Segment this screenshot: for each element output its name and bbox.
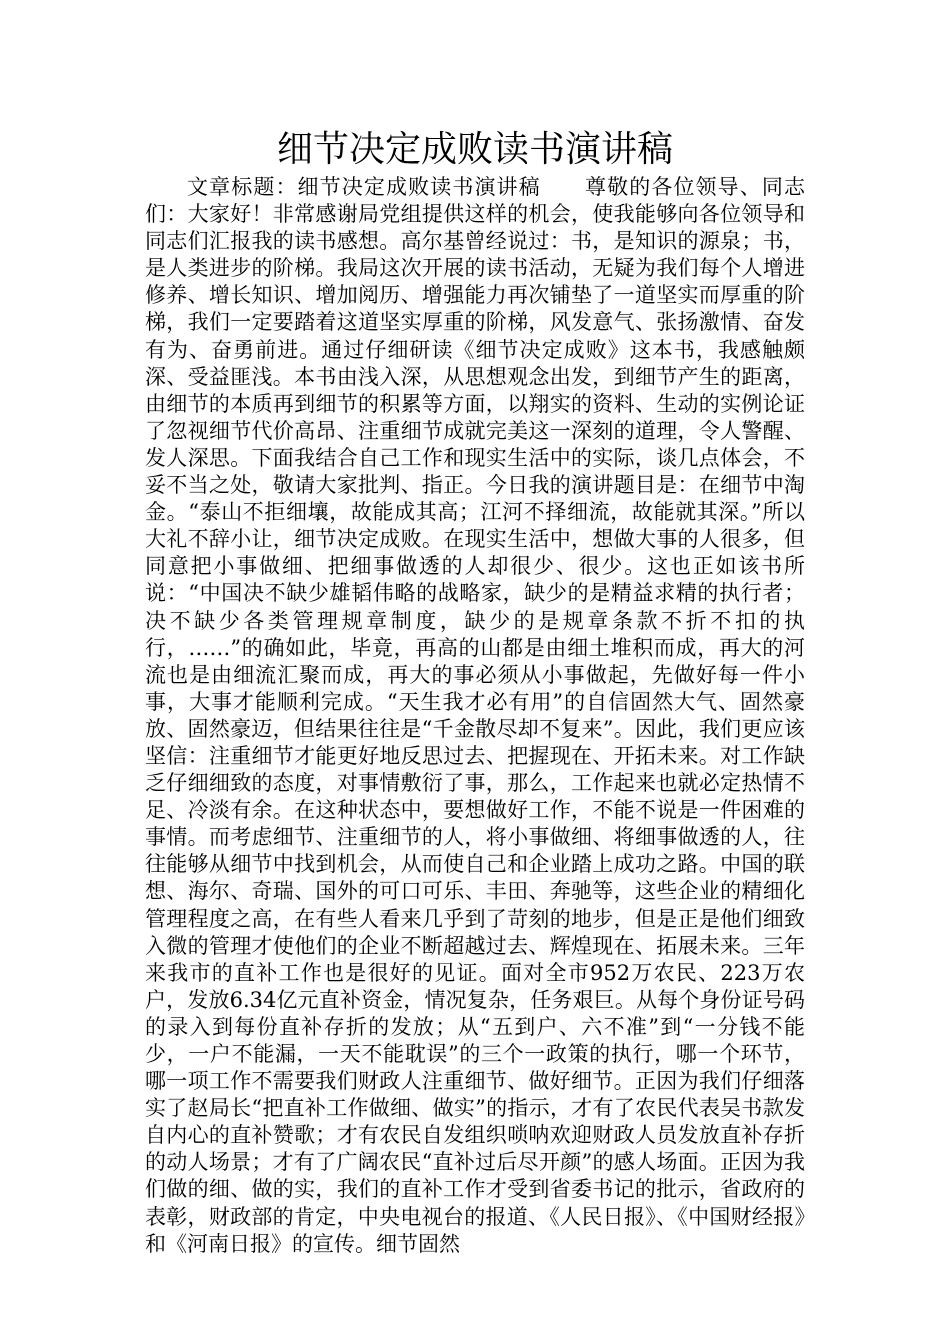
document-title: 细节决定成败读书演讲稿 bbox=[276, 129, 673, 170]
document-body: 文章标题：细节决定成败读书演讲稿 尊敬的各位领导、同志们：大家好！非常感谢局党组提供这样的机会，使我能够向各位领导和同志们汇报我的读书感想。高尔基曾经说过：书，是知识的源泉；书，是人类进步的阶梯。我局这次开展的读书活动，无疑为我们每个人增进修养、增长知识、增加阅历、增强能力再次铺垫了一道坚实而厚重的阶梯，我们一定要踏着这道坚实厚重的阶梯，风发意气、张扬激情、奋发有为、奋勇前进。通过仔细研读《细节决定成败》这本书，我感触颇深、受益匪浅。本书由浅入深，从思想观念出发，到细节产生的距离，由细节的本质再到细节的积累等方面，以翔实的资料、生动的实例论证了忽视细节代价高昂、注重细节成就完美这一深刻的道理，令人警醒、发人深思。下面我结合自己工作和现实生活中的实际，谈几点体会，不妥不当之处，敬请大家批判、指正。今日我的演讲题目是：在细节中淘金。“泰山不拒细壤，故能成其高；江河不择细流，故能就其深。”所以大礼不辞小让，细节决定成败。在现实生活中，想做大事的人很多，但同意把小事做细、把细事做透的人却很少、很少。这也正如该书所说：“中国决不缺少雄韬伟略的战略家，缺少的是精益求精的执行者；决不缺少各类管理规章制度，缺少的是规章条款不折不扣的执行，……”的确如此，毕竟，再高的山都是由细土堆积而成，再大的河流也是由细流汇聚而成，再大的事必须从小事做起，先做好每一件小事，大事才能顺利完成。“天生我才必有用”的自信固然大气、固然豪放、固然豪迈，但结果往往是“千金散尽却不复来”。因此，我们更应该坚信：注重细节才能更好地反思过去、把握现在、开拓未来。对工作缺乏仔细细致的态度，对事情敷衍了事，那么，工作起来也就必定热情不足、冷淡有余。在这种状态中，要想做好工作，不能不说是一件困难的事情。而考虑细节、注重细节的人，将小事做细、将细事做透的人，往往能够从细节中找到机会，从而使自己和企业踏上成功之路。中国的联想、海尔、奇瑞、国外的可口可乐、丰田、奔驰等，这些企业的精细化管理程度之高，在有些人看来几乎到了苛刻的地步，但是正是他们细致入微的管理才使他们的企业不断超越过去、辉煌现在、拓展未来。三年来我市的直补工作也是很好的见证。面对全市952万农民、223万农户，发放6.34亿元直补资金，情况复杂，任务艰巨。从每个身份证号码的录入到每份直补存折的发放；从“五到户、六不准”到“一分钱不能少，一户不能漏，一天不能耽误”的三个一政策的执行，哪一个环节，哪一项工作不需要我们财政人注重细节、做好细节。正因为我们仔细落实了赵局长“把直补工作做细、做实”的指示，才有了农民代表吴书款发自内心的直补赞歌；才有农民自发组织唢呐欢迎财政人员发放直补存折的动人场景；才有了广阔农民“直补过后尽开颜”的感人场面。正因为我们做的细、做的实，我们的直补工作才受到省委书记的批示，省政府的表彰，财政部的肯定，中央电视台的报道、《人民日报》、《中国财经报》和《河南日报》的宣传。细节固然 bbox=[145, 175, 805, 1256]
